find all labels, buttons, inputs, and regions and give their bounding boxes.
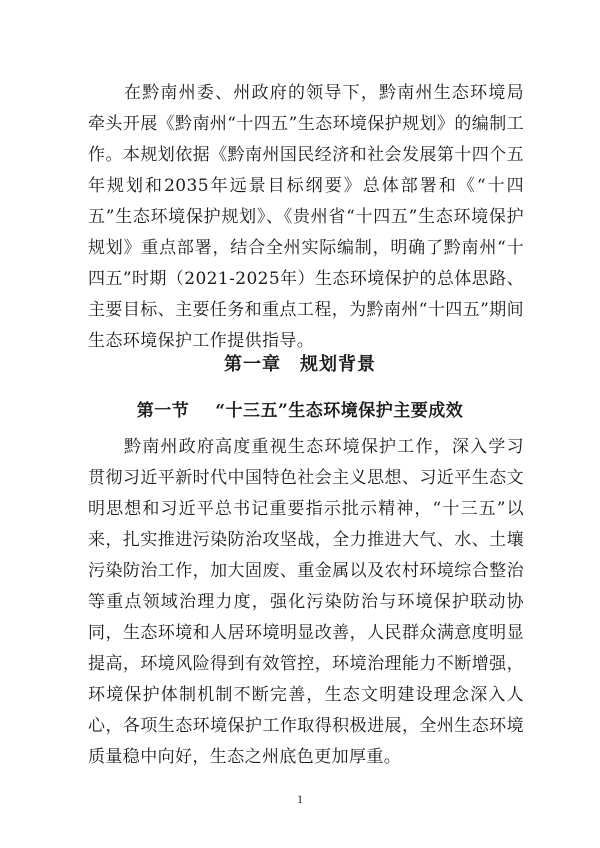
- section-heading: [0, 396, 600, 421]
- chapter-heading: 第一章 规划背景: [224, 354, 376, 375]
- body-paragraph: 黔南州政府高度重视生态环境保护工作，深入学习贯彻习近平新时代中国特色社会主义思想、习近平生态文明思想和习近平总书记重要指示批示精神，“十三五”以来，扎实推进污染防治攻坚战，全力推进大气、水、土壤污染防治工作，加大固废、重金属以及农村环境综合整治等重点领域治理力度，强化污染防治与环境保护联动协同，生态环境和人居环境明显改善，人民群众满意度明显提高，环境风险得到有效管控，环境治理能力不断增强，环境保护体制机制不断完善，生态文明建设理念深入人心，各项生态环境保护工作取得积极进展，全州生态环境质量稳中向好，生态之州底色更加厚重。: [88, 437, 524, 767]
- page-number: 1: [297, 792, 303, 806]
- intro-paragraph: 在黔南州委、州政府的领导下，黔南州生态环境局牵头开展《黔南州“十四五”生态环境保护规划》的编制工作。本规划依据《黔南州国民经济和社会发展第十四个五年规划和2035年远景目标纲要》总体部署和《“十四五”生态环境保护规划》、《贵州省“十四五”生态环境保护规划》重点部署，结合全州实际编制，明确了黔南州“十四五”时期（2021-2025年）生态环境保护的总体思路、主要目标、主要任务和重点工程，为黔南州“十四五”期间生态环境保护工作提供指导。: [88, 83, 524, 351]
- section-title: “十三五”生态环境保护主要成效: [215, 401, 464, 421]
- section-number: 第一节: [136, 401, 190, 421]
